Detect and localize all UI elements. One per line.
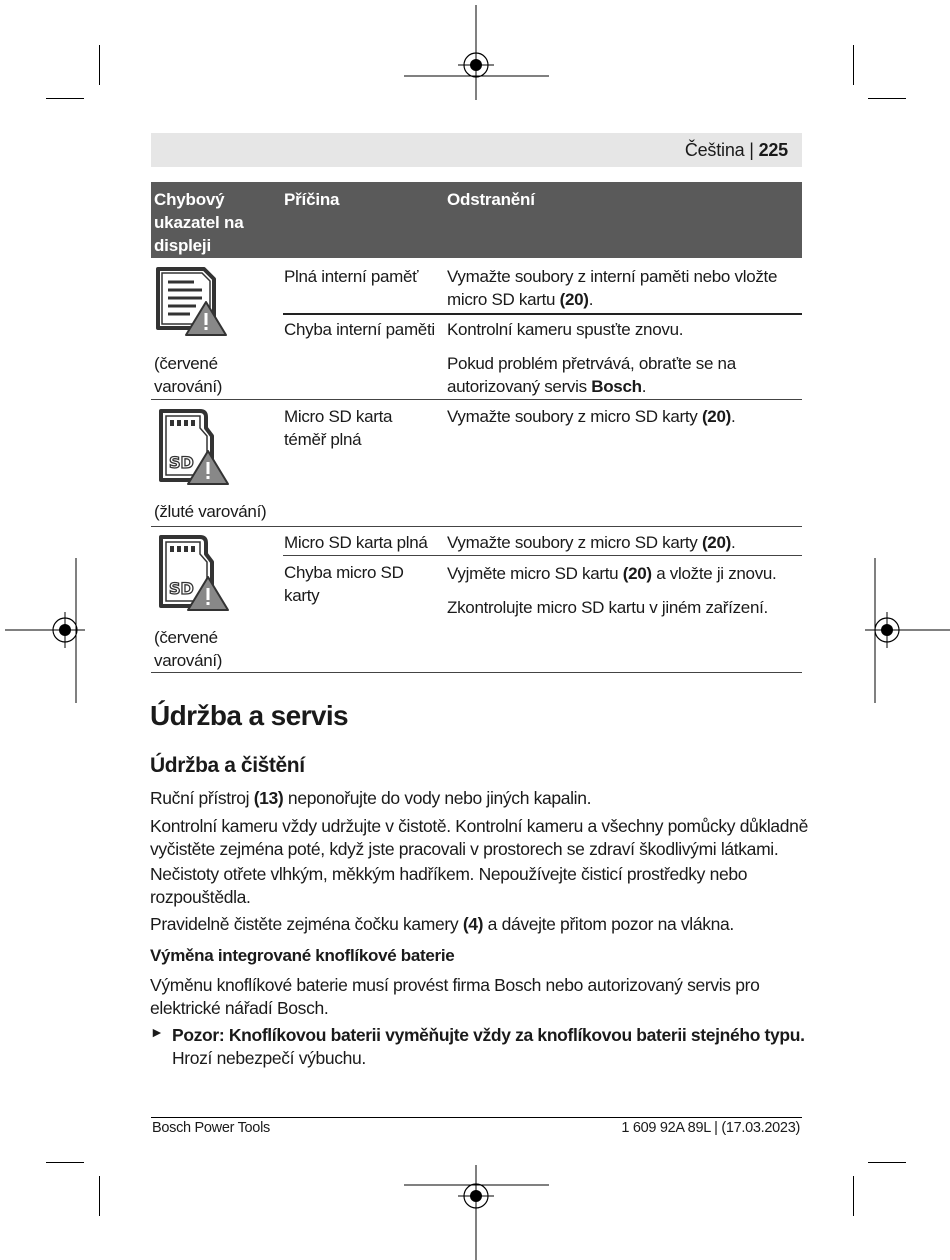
table-bottom-border (151, 672, 802, 673)
remedy-cell: Vymažte soubory z micro SD karty (20). (447, 533, 736, 552)
header-separator: | (749, 140, 754, 160)
crop-mark (853, 45, 854, 85)
crop-mark (868, 98, 906, 99)
remedy-cell: Vyjměte micro SD kartu (20) a vložte ji znovu. (447, 564, 777, 583)
section-title: Údržba a servis (150, 700, 348, 731)
cause-cell: Chyba interní paměti (284, 320, 435, 339)
footer-doc-number: 1 609 92A 89L | (17.03.2023) (621, 1120, 800, 1136)
table-header (151, 182, 802, 258)
remedy-cell: Vymažte soubory z interní paměti nebo vložte micro SD kartu (20). (447, 267, 778, 309)
crop-mark (99, 1176, 100, 1216)
column-header-indicator: Chybový ukazatel na displeji (154, 190, 244, 255)
table-row-divider (151, 399, 802, 400)
remedy-cell: Kontrolní kameru spusťte znovu. (447, 320, 684, 339)
subsection-title: Údržba a čištění (150, 754, 305, 777)
paragraph: Pravidelně čistěte zejména čočku kamery (4) a dávejte přitom pozor na vlákna. (150, 914, 734, 934)
indicator-label: (žluté varování) (154, 502, 267, 521)
registration-mark-right (865, 558, 950, 703)
indicator-label: (červené varování) (154, 628, 223, 670)
warning-note: Pozor: Knoflíkovou baterii vyměňujte vždy za knoflíkovou baterii stejného typu. Hrozí nebezpečí výbuchu. (172, 1025, 805, 1068)
svg-text:SD: SD (169, 453, 194, 472)
footer-rule (151, 1117, 802, 1118)
remedy-cell: Vymažte soubory z micro SD karty (20). (447, 407, 736, 426)
sd-card-error-icon (156, 534, 230, 612)
cause-cell: Chyba micro SD karty (284, 563, 404, 605)
registration-mark-left (5, 558, 85, 703)
bullet-arrow-icon: ► (150, 1024, 164, 1040)
remedy-cell: Pokud problém přetrvává, obraťte se na autorizovaný servis Bosch. (447, 354, 736, 396)
cause-cell: Micro SD karta téměř plná (284, 407, 393, 449)
registration-mark-top (404, 5, 549, 105)
header-language: Čeština (684, 140, 745, 160)
column-header-remedy: Odstranění (447, 190, 535, 209)
registration-mark-bottom (404, 1160, 549, 1260)
table-divider (283, 313, 802, 315)
crop-mark (46, 98, 84, 99)
paragraph: Nečistoty otřete vlhkým, měkkým hadříkem. Nepoužívejte čisticí prostředky nebo rozpouštědla. (150, 864, 748, 907)
header-text (685, 140, 788, 161)
indicator-label: (červené varování) (154, 354, 223, 396)
crop-mark (868, 1162, 906, 1163)
memory-warning-icon (154, 266, 228, 338)
battery-subheading: Výměna integrované knoflíkové baterie (150, 946, 455, 965)
table-row-divider (151, 526, 802, 527)
table-divider (283, 555, 802, 556)
cause-cell: Micro SD karta plná (284, 533, 428, 552)
paragraph: Ruční přístroj (13) neponořujte do vody nebo jiných kapalin. (150, 788, 592, 808)
column-header-cause: Příčina (284, 190, 340, 209)
svg-text:SD: SD (169, 579, 194, 598)
crop-mark (46, 1162, 84, 1163)
cause-cell: Plná interní paměť (284, 267, 419, 286)
paragraph: Kontrolní kameru vždy udržujte v čistotě. Kontrolní kameru a všechny pomůcky důkladně vyčistěte zejména poté, když jste pracovali v prostorech se zdraví škodlivými látkami. (150, 816, 808, 859)
page-header (151, 133, 802, 167)
paragraph: Výměnu knoflíkové baterie musí provést firma Bosch nebo autorizovaný servis pro elektrické nářadí Bosch. (150, 975, 760, 1018)
crop-mark (99, 45, 100, 85)
page-number: 225 (758, 140, 788, 160)
footer-brand: Bosch Power Tools (152, 1120, 270, 1136)
remedy-cell: Zkontrolujte micro SD kartu v jiném zařízení. (447, 598, 768, 617)
sd-card-warning-icon (156, 408, 230, 486)
crop-mark (853, 1176, 854, 1216)
